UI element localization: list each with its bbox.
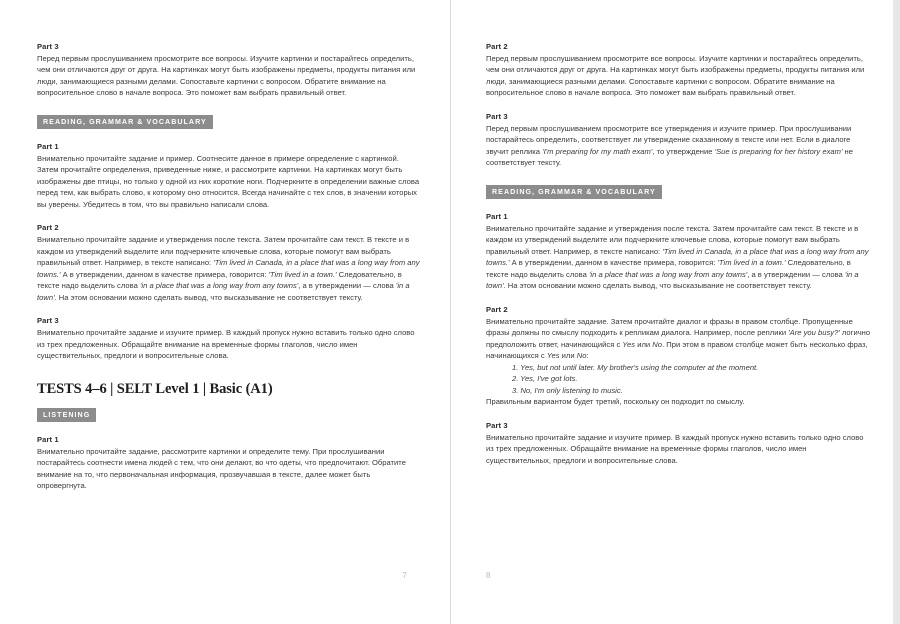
part-body: Перед первым прослушиванием просмотрите все вопросы. Изучите картинки и постарайтесь определить, чем они отличаются друг от друга. На картинках могут быть изображены предметы, продукты питания или люди, занимающиеся разными делами. Сопоставьте картинки с вопросом. Обратите внимание на вопросительное слово в начале вопроса. Это поможет вам выбрать правильный ответ. — [486, 53, 865, 98]
part-body: Внимательно прочитайте задание, рассмотрите картинки и определите тему. При прослушивании постарайтесь соотнести имена людей с тем, что они делают, во что одеты, что предпочитают. Обратите внимание на то, что первоначальная информация, прозвучавшая в тексте, далее может быть опровергнута. — [37, 446, 406, 491]
section-badge-reading: READING, GRAMMAR & VOCABULARY — [37, 115, 213, 129]
quoted-phrase: 'Tim lived in Canada, in a place that was a long way from any towns.' — [486, 246, 869, 268]
quoted-phrase: Yes — [546, 351, 560, 361]
quoted-phrase: 'Tim lived in a town.' — [717, 258, 786, 268]
part-body: Внимательно прочитайте задание. Затем прочитайте диалог и фразы в правом столбце. Пропущенные фразы должны по смыслу подходить к репликам диалога. Например, после реплики 'Are you busy?' логично предположить ответ, начинающийся с Yes или No. При этом в правом столбце может быть несколько фраз, начинающихся с Yes или No: — [486, 316, 871, 361]
page-right-content — [486, 41, 872, 466]
text-block — [37, 315, 420, 361]
part-title: Part 1 — [37, 141, 59, 151]
quoted-phrase: 'Sue is preparing for her history exam' — [714, 146, 843, 156]
part-body-after: Правильным вариантом будет третий, поскольку он подходит по смыслу. — [486, 397, 745, 407]
quoted-phrase: 'in a place that was a long way from any towns' — [588, 269, 748, 279]
part-body: Перед первым прослушиванием просмотрите все утверждения и изучите пример. При прослушивании постарайтесь определить, соответствует ли утверждение сказанному в тексте или нет. Если в диалоге звучит реплика 'I'm preparing for my math exam', то утверждение 'Sue is preparing for her history exam' не соответствует тексту. — [486, 123, 853, 168]
text-block — [486, 111, 872, 169]
page-number: 8 — [486, 571, 491, 580]
quoted-phrase: 'in a town' — [486, 269, 859, 291]
text-block — [486, 304, 872, 408]
quoted-phrase: 'Tim lived in a town.' — [268, 269, 337, 279]
text-block — [486, 420, 872, 466]
text-block — [37, 141, 420, 210]
quoted-phrase: No — [652, 339, 663, 349]
page-right — [450, 0, 900, 624]
part-body: Внимательно прочитайте задание и утверждения после текста. Затем прочитайте сам текст. В тексте и в каждом из утверждений выделите или подчеркните ключевые слова, которые помогут вам выбрать правильный ответ. Например, в тексте написано: 'Tim lived in Canada, in a place that was a long way from any towns.' А в утверждении, данном в качестве примера, говорится: 'Tim lived in a town.' Следовательно, в тексте надо выделить слова 'in a place that was a long way from any towns', а в утверждении — слова 'in a town'. На этом основании можно сделать вывод, что высказывание не соответствует тексту. — [486, 223, 869, 291]
text-block — [37, 434, 420, 492]
text-block — [37, 41, 420, 99]
quoted-phrase: 'in a place that was a long way from any towns' — [139, 281, 299, 291]
part-title: Part 3 — [486, 420, 508, 430]
quoted-phrase: Yes — [622, 339, 636, 349]
part-title: Part 3 — [37, 42, 59, 51]
part-title: Part 3 — [37, 316, 59, 326]
part-title: Part 1 — [486, 211, 508, 221]
part-title: Part 2 — [37, 223, 59, 233]
part-body: Перед первым прослушиванием просмотрите все вопросы. Изучите картинки и постарайтесь определить, чем они отличаются друг от друга. На картинках могут быть изображены предметы, продукты питания или люди, занимающиеся разными делами. Сопоставьте картинки с вопросом. Обратите внимание на вопросительное слово в начале вопроса. Это поможет вам выбрать правильный ответ. — [37, 53, 416, 98]
quoted-phrase: 'Tim lived in Canada, in a place that was a long way from any towns.' — [37, 258, 420, 279]
text-block — [486, 41, 872, 99]
part-body: Внимательно прочитайте задание и утверждения после текста. Затем прочитайте сам текст. В тексте и в каждом из утверждений выделите или подчеркните ключевые слова, которые помогут вам выбрать правильный ответ. Например, в тексте написано: 'Tim lived in Canada, in a place that was a long way from any towns.' А в утверждении, данном в качестве примера, говорится: 'Tim lived in a town.' Следовательно, в тексте надо выделить слова 'in a place that was a long way from any towns', а в утверждении — слова 'in a town'. На этом основании можно сделать вывод, что высказывание не соответствует тексту. — [37, 235, 420, 302]
part-body: Внимательно прочитайте задание и изучите пример. В каждый пропуск нужно вставить только одно слово из трех предложенных. Обращайте внимание на временные формы глаголов, число имен существительных, предлоги и вопросительные слова. — [486, 432, 864, 465]
part-title: Part 2 — [486, 42, 508, 51]
page-number: 7 — [402, 571, 407, 580]
quoted-phrase: 'in a town' — [37, 281, 410, 302]
list-item: 1. Yes, but not until later. My brother's using the computer at the moment. — [512, 362, 759, 372]
part-title: Part 1 — [37, 434, 59, 444]
text-block — [37, 222, 420, 303]
part-title: Part 2 — [486, 304, 508, 314]
section-badge-reading: READING, GRAMMAR & VOCABULARY — [486, 185, 662, 199]
part-body: Внимательно прочитайте задание и пример. Соотнесите данное в примере определение с картинкой. Затем прочитайте определения, приведенные ниже, и рассмотрите картинки. На картинках могут быть изображены две птицы, но только у одной из них короткие ноги. Подчеркните в определении важные слова перед тем, как выбрать слово, к которому оно относится. Всегда начинайте с тех слов, в значении которых вы уверены. Убедитесь в том, что вы правильно написали слова. — [37, 153, 420, 209]
list-item: 2. Yes, I've got lots. — [512, 374, 578, 384]
quoted-phrase: No — [576, 351, 587, 361]
text-block — [486, 211, 872, 292]
list-item: 3. No, I'm only listening to music. — [512, 385, 623, 395]
example-list — [486, 362, 872, 397]
page-left-content — [37, 41, 420, 492]
part-body: Внимательно прочитайте задание и изучите пример. В каждый пропуск нужно вставить только одно слово из трех предложенных. Обращайте внимание на временные формы глаголов, число имен существительных, предлоги и вопросительные слова. — [37, 328, 415, 361]
section-badge-listening: LISTENING — [37, 408, 96, 422]
part-title: Part 3 — [486, 111, 508, 121]
quoted-phrase: 'Are you busy?' — [788, 328, 840, 338]
quoted-phrase: 'I'm preparing for my math exam' — [542, 146, 653, 156]
test-heading: TESTS 4–6 | SELT Level 1 | Basic (A1) — [37, 380, 273, 397]
